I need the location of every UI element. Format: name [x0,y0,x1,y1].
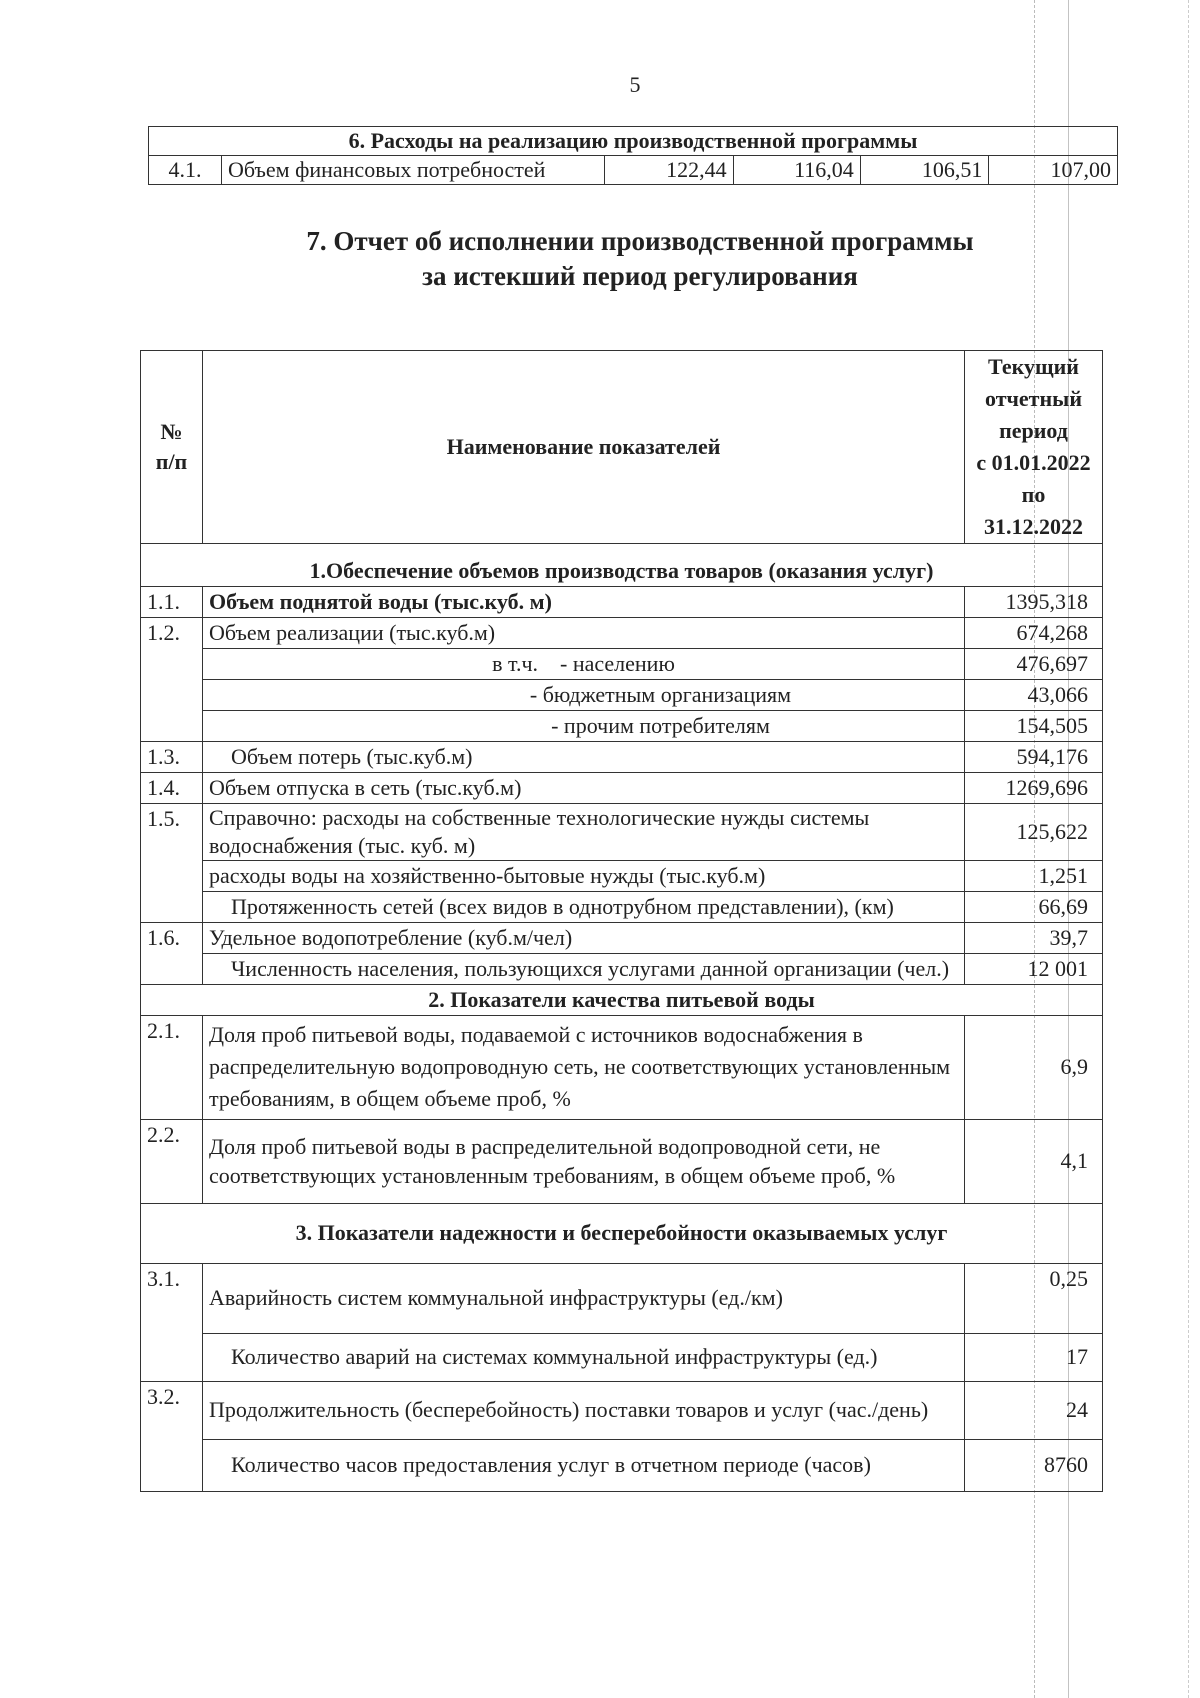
row-index: 1.2. [141,617,203,741]
row-name: Количество аварий на системах коммунальной инфраструктуры (ед.) [203,1333,965,1381]
table-row [141,891,1103,922]
row-value: 674,268 [965,617,1103,648]
section-title: 6. Расходы на реализацию производственной программы [149,127,1118,156]
section-row [141,556,1103,587]
row-name: Протяженность сетей (всех видов в однотрубном представлении), (км) [203,891,965,922]
row-value: 8760 [965,1439,1103,1491]
row-index: 3.1. [141,1263,203,1381]
row-value: 17 [965,1333,1103,1381]
section-title: 1.Обеспечение объемов производства товаров (оказания услуг) [141,556,1103,587]
header-period: Текущий отчетный период с 01.01.2022 по 31.12.2022 [965,351,1103,544]
table-row [141,1439,1103,1491]
row-index: 1.1. [141,586,203,617]
row-value: 116,04 [733,156,860,185]
row-name: Продолжительность (бесперебойность) поставки товаров и услуг (час./день) [203,1381,965,1439]
row-index: 2.1. [141,1015,203,1119]
row-value: 476,697 [965,648,1103,679]
table-row [141,860,1103,891]
row-value: 66,69 [965,891,1103,922]
table-row [149,156,1118,185]
row-index: 3.2. [141,1381,203,1491]
row-value: 4,1 [965,1119,1103,1203]
table-row [141,922,1103,953]
report-table [140,350,1103,1492]
row-name: Объем потерь (тыс.куб.м) [203,741,965,772]
row-value: 106,51 [860,156,989,185]
row-value: 1395,318 [965,586,1103,617]
row-index: 1.3. [141,741,203,772]
row-value: 1,251 [965,860,1103,891]
row-name: Доля проб питьевой воды в распределительной водопроводной сети, не соответствующих установленным требованиям, в общем объеме проб, % [203,1119,965,1203]
table-row [149,127,1118,156]
table-row [141,1119,1103,1203]
scan-artifact-line [1188,0,1190,1698]
section-title: 3. Показатели надежности и бесперебойности оказываемых услуг [141,1203,1103,1263]
header-name: Наименование показателей [203,351,965,544]
table-row [141,1381,1103,1439]
row-name: Удельное водопотребление (куб.м/чел) [203,922,965,953]
row-value: 107,00 [989,156,1118,185]
row-name: в т.ч. - населению [203,648,965,679]
row-value: 122,44 [605,156,734,185]
row-name: расходы воды на хозяйственно-бытовые нужды (тыс.куб.м) [203,860,965,891]
table-row [141,741,1103,772]
row-name: Объем отпуска в сеть (тыс.куб.м) [203,772,965,803]
row-name: Объем поднятой воды (тыс.куб. м) [203,586,965,617]
row-name: - бюджетным организациям [203,679,965,710]
table-row [141,648,1103,679]
table-row [141,679,1103,710]
row-name: Объем финансовых потребностей [222,156,605,185]
row-name: Аварийность систем коммунальной инфраструктуры (ед./км) [203,1263,965,1333]
title-line: за истекший период регулирования [422,261,858,291]
section-row [141,1203,1103,1263]
expenses-table [148,126,1118,185]
row-value: 154,505 [965,710,1103,741]
table-row [141,617,1103,648]
table-row [141,710,1103,741]
section-title: 2. Показатели качества питьевой воды [141,984,1103,1015]
row-name: Количество часов предоставления услуг в отчетном периоде (часов) [203,1439,965,1491]
row-value: 24 [965,1381,1103,1439]
row-name: Численность населения, пользующихся услугами данной организации (чел.) [203,953,965,984]
row-value: 594,176 [965,741,1103,772]
row-value: 6,9 [965,1015,1103,1119]
table-row [141,1333,1103,1381]
table-header [141,351,1103,544]
row-index: 1.4. [141,772,203,803]
row-name: Объем реализации (тыс.куб.м) [203,617,965,648]
table-row [141,803,1103,860]
page-number: 5 [629,72,641,97]
section-row [141,984,1103,1015]
table-row [141,953,1103,984]
row-name: - прочим потребителям [203,710,965,741]
row-index: 1.6. [141,922,203,984]
row-name: Справочно: расходы на собственные технологические нужды системы водоснабжения (тыс. куб. м) [203,803,965,860]
row-name: Доля проб питьевой воды, подаваемой с источников водоснабжения в распределительную водопроводную сеть, не соответствующих установленным требованиям, в общем объеме проб, % [203,1015,965,1119]
row-index: 4.1. [149,156,222,185]
row-value: 43,066 [965,679,1103,710]
table-row [141,1263,1103,1333]
row-value: 1269,696 [965,772,1103,803]
report-title [130,224,1150,294]
table-row [141,1015,1103,1119]
row-value: 12 001 [965,953,1103,984]
row-value: 125,622 [965,803,1103,860]
header-index: № п/п [141,351,203,544]
table-row [141,772,1103,803]
row-value: 39,7 [965,922,1103,953]
row-index: 2.2. [141,1119,203,1203]
row-index: 1.5. [141,803,203,922]
title-line: 7. Отчет об исполнении производственной программы [306,226,974,256]
row-value: 0,25 [965,1263,1103,1333]
table-row [141,586,1103,617]
